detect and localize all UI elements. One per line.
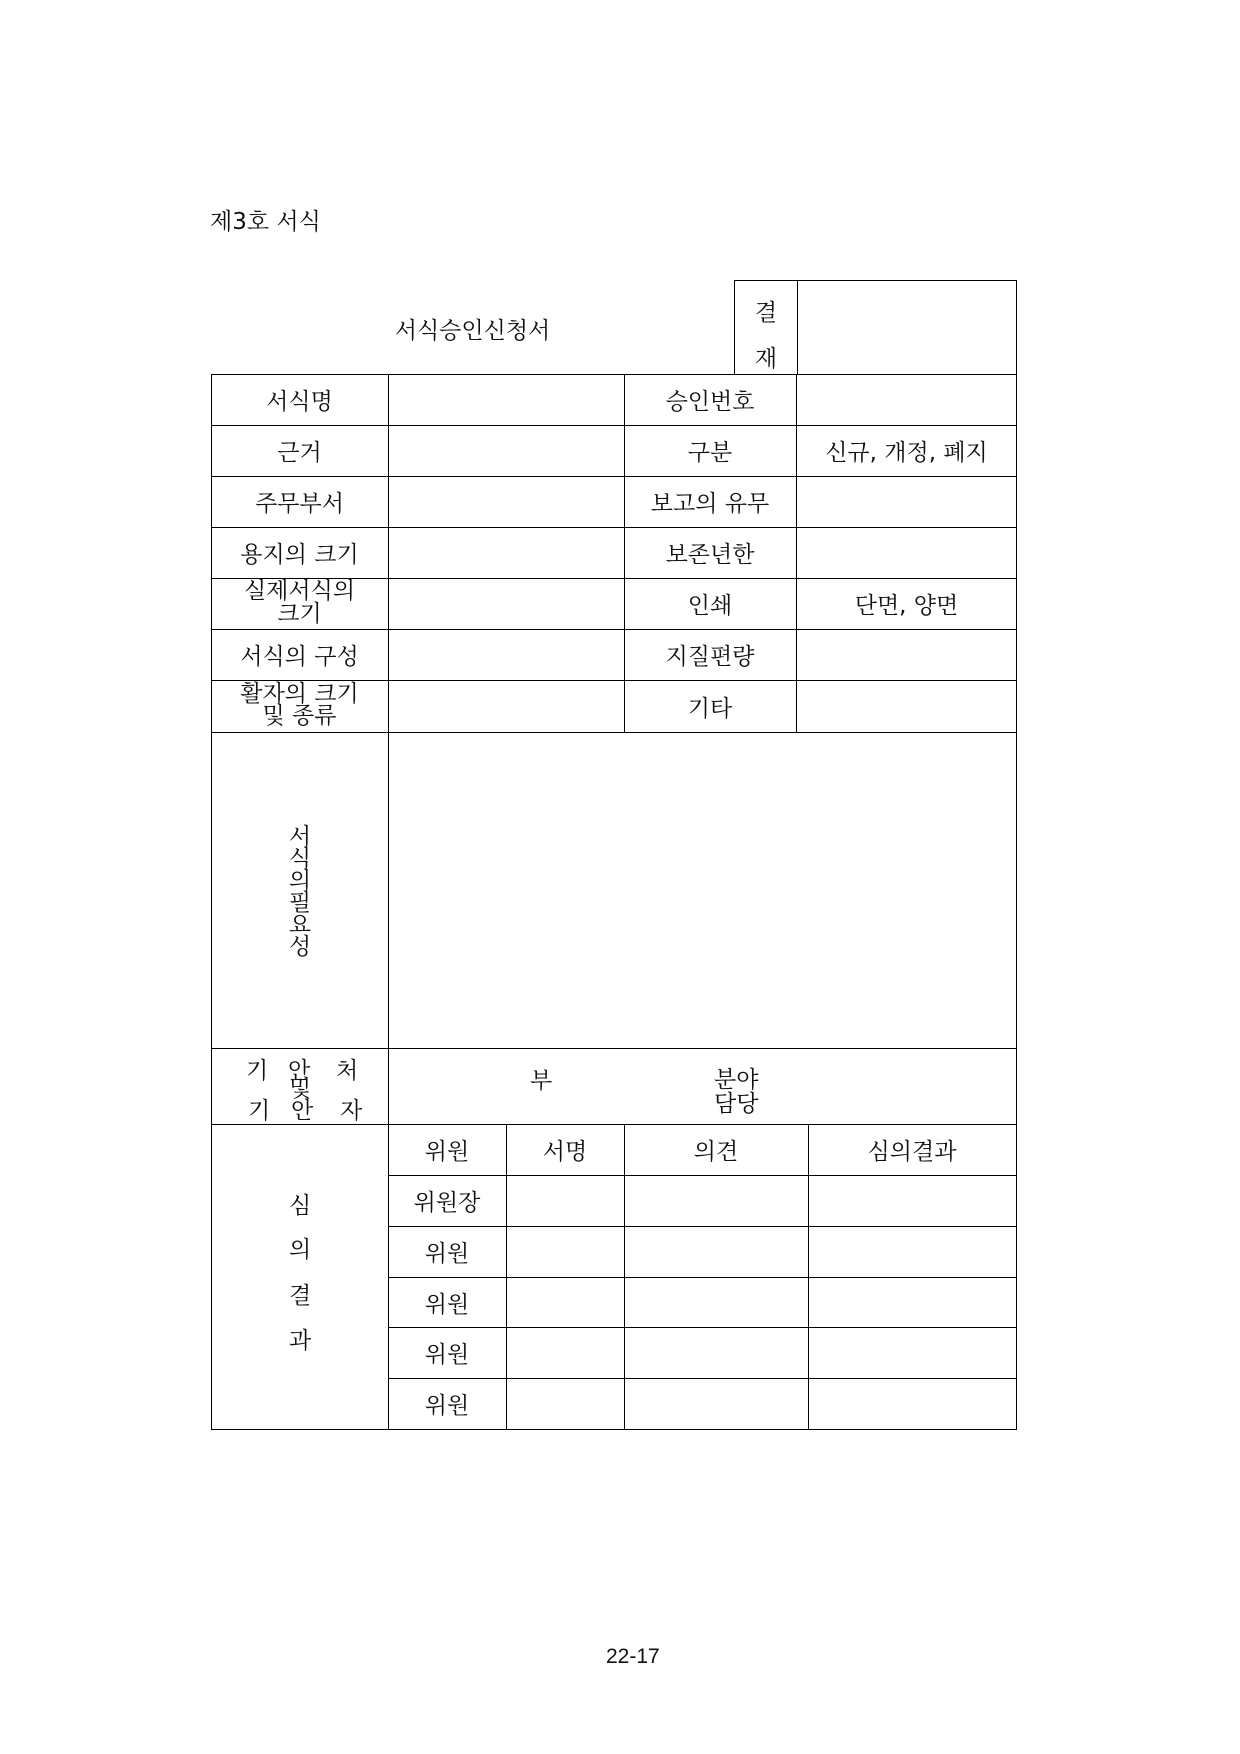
font-size-type-label xyxy=(211,680,388,735)
review-opinion-field[interactable] xyxy=(625,1278,808,1327)
printing-options[interactable]: 단면, 양면 xyxy=(854,593,959,619)
actual-size-label-line: 크기 xyxy=(277,601,322,627)
report-status-label: 보고의 유무 xyxy=(650,491,770,517)
review-member-role: 위원 xyxy=(424,1393,470,1419)
charge-suffix: 담당 xyxy=(714,1091,759,1117)
review-result-field[interactable] xyxy=(809,1176,1016,1226)
review-opinion-field[interactable] xyxy=(625,1176,808,1226)
review-opinion-field[interactable] xyxy=(625,1379,808,1429)
necessity-char: 필 xyxy=(288,890,312,916)
drafter-label xyxy=(211,1048,388,1124)
department-field[interactable] xyxy=(389,477,624,527)
other-field[interactable] xyxy=(797,681,1016,732)
review-member-role: 위원 xyxy=(424,1241,470,1267)
form-name-label: 서식명 xyxy=(266,389,333,415)
review-result-label xyxy=(211,1124,388,1429)
paper-quality-label: 지질편량 xyxy=(665,644,755,670)
review-result-field[interactable] xyxy=(809,1379,1016,1429)
form-number-label: 제3호 서식 xyxy=(210,209,321,235)
basis-label: 근거 xyxy=(277,440,322,466)
printing-label: 인쇄 xyxy=(687,593,733,619)
review-header-opinion: 의견 xyxy=(693,1139,739,1165)
actual-size-field[interactable] xyxy=(389,579,624,629)
review-member-role: 위원 xyxy=(424,1342,470,1368)
review-opinion-field[interactable] xyxy=(625,1328,808,1378)
review-header-member: 위원 xyxy=(424,1139,470,1165)
paper-size-field[interactable] xyxy=(389,528,624,578)
review-result-char: 결 xyxy=(289,1283,312,1309)
approval-label xyxy=(748,290,784,382)
department-suffix: 부 xyxy=(530,1068,553,1094)
review-signature-field[interactable] xyxy=(507,1176,624,1226)
review-signature-field[interactable] xyxy=(507,1227,624,1277)
approval-signature-field[interactable] xyxy=(798,281,1015,373)
review-signature-field[interactable] xyxy=(507,1379,624,1429)
approval-number-label: 승인번호 xyxy=(665,389,755,415)
composition-field[interactable] xyxy=(389,630,624,680)
necessity-field[interactable] xyxy=(389,733,1016,1048)
review-header-result: 심의결과 xyxy=(867,1139,957,1165)
font-size-type-label-line: 활자의 크기 xyxy=(240,681,359,707)
approval-char: 결 xyxy=(754,300,778,326)
necessity-char: 식 xyxy=(288,846,312,872)
review-opinion-field[interactable] xyxy=(625,1227,808,1277)
category-options[interactable]: 신규, 개정, 폐지 xyxy=(825,440,988,466)
form-name-field[interactable] xyxy=(389,375,624,425)
review-result-field[interactable] xyxy=(809,1278,1016,1327)
approval-number-field[interactable] xyxy=(797,375,1016,425)
necessity-label xyxy=(284,826,316,958)
drafter-label-char: 기 xyxy=(248,1098,271,1124)
review-member-role: 위원 xyxy=(424,1291,470,1318)
paper-size-label: 용지의 크기 xyxy=(240,542,359,568)
drafter-label-char: 기 xyxy=(246,1058,269,1084)
review-result-field[interactable] xyxy=(809,1328,1016,1378)
review-signature-field[interactable] xyxy=(507,1278,624,1327)
paper-quality-field[interactable] xyxy=(797,630,1016,680)
review-result-char: 심 xyxy=(289,1193,312,1219)
other-label: 기타 xyxy=(687,695,733,722)
approval-char: 재 xyxy=(754,346,778,372)
drafter-field[interactable] xyxy=(389,1049,1016,1124)
actual-size-label-line: 실제서식의 xyxy=(243,578,356,604)
necessity-char: 성 xyxy=(288,934,312,960)
font-size-type-field[interactable] xyxy=(389,681,624,732)
review-member-role: 위원장 xyxy=(413,1190,481,1216)
retention-period-field[interactable] xyxy=(797,528,1016,578)
necessity-char: 요 xyxy=(288,912,312,938)
drafter-label-char: 및 xyxy=(289,1076,312,1102)
actual-size-label xyxy=(211,578,388,631)
department-label: 주무부서 xyxy=(255,491,344,517)
drafter-label-char: 처 xyxy=(336,1058,359,1084)
necessity-char: 서 xyxy=(288,824,312,850)
review-result-char: 과 xyxy=(289,1328,312,1354)
category-label: 구분 xyxy=(687,440,733,466)
review-result-field[interactable] xyxy=(809,1227,1016,1277)
composition-label: 서식의 구성 xyxy=(240,644,359,670)
font-size-type-label-line: 및 종류 xyxy=(262,703,337,729)
basis-field[interactable] xyxy=(389,426,624,476)
review-header-signature: 서명 xyxy=(542,1139,588,1165)
form-title: 서식승인신청서 xyxy=(394,317,551,344)
report-status-field[interactable] xyxy=(797,477,1016,527)
necessity-char: 의 xyxy=(288,868,312,894)
field-suffix: 분야 xyxy=(714,1067,759,1093)
drafter-label-char: 자 xyxy=(340,1098,363,1124)
review-result-char: 의 xyxy=(289,1237,312,1263)
retention-period-label: 보존년한 xyxy=(665,542,755,568)
page-number: 22-17 xyxy=(606,1645,660,1668)
review-signature-field[interactable] xyxy=(507,1328,624,1378)
drafter-label-char: 안 xyxy=(291,1098,314,1124)
drafter-label-char: 안 xyxy=(288,1058,311,1084)
